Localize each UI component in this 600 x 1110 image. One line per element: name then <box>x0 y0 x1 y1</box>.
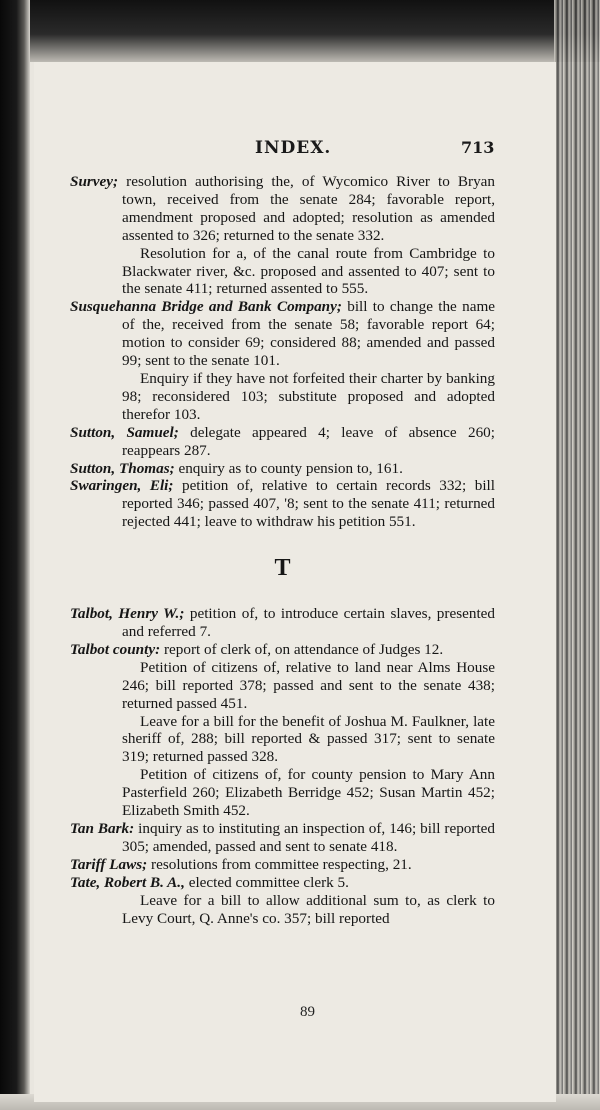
index-entry <box>70 460 495 478</box>
page-number: 713 <box>461 138 495 157</box>
entry-text: report of clerk of, on attendance of Judges 12. <box>160 640 444 658</box>
index-subentry: Petition of citizens of, relative to land near Alms House 246; bill reported 378; passed and sent to the senate 438; returned passed 451. <box>122 658 495 712</box>
page-title: INDEX. <box>255 138 332 158</box>
entry-heading: Sutton, Thomas; <box>70 459 175 477</box>
entry-text: petition of, to introduce certain slaves, presented and referred 7. <box>122 605 496 641</box>
index-entry <box>70 605 495 641</box>
index-entry <box>70 298 495 370</box>
scan-left-edge <box>0 0 30 1110</box>
running-header <box>0 138 600 160</box>
entry-text: enquiry as to county pension to, 161. <box>174 459 403 477</box>
entry-text: resolutions from committee respecting, 21. <box>147 855 412 873</box>
index-subentry: Resolution for a, of the canal route from Cambridge to Blackwater river, &c. proposed and assented to 407; sent to the senate 411; returned assented to 555. <box>122 244 495 298</box>
entry-text: delegate appeared 4; leave of absence 260; reappears 287. <box>122 423 495 459</box>
index-entry <box>70 820 495 856</box>
entry-heading: Talbot, Henry W.; <box>70 605 185 623</box>
index-entry <box>70 477 495 531</box>
entry-heading: Tariff Laws; <box>70 855 148 873</box>
signature-mark: 89 <box>300 1004 315 1020</box>
entry-text: petition of, relative to certain records 332; bill reported 346; passed 407, '8; sent to the senate 411; returned rejected 441; leave to withdraw his petition 551. <box>122 477 495 531</box>
entry-text: elected committee clerk 5. <box>184 873 349 891</box>
entry-heading: Talbot county: <box>70 640 161 658</box>
entry-heading: Swaringen, Eli; <box>70 477 174 495</box>
index-body <box>70 173 495 927</box>
entry-heading: Tate, Robert B. A., <box>70 873 185 891</box>
entry-heading: Tan Bark: <box>70 820 135 837</box>
index-entry <box>70 641 495 659</box>
index-section-t <box>70 605 495 927</box>
entry-text: resolution authorising the, of Wycomico River to Bryan town, received from the senate 284; favorable report, amendment proposed and adopted; resolution as amended assented to 326; returned to the senate 332. <box>118 173 495 244</box>
entry-heading: Sutton, Samuel; <box>70 423 179 441</box>
scan-right-edge <box>554 0 600 1110</box>
index-entry <box>70 856 495 874</box>
entry-text: inquiry as to instituting an inspection of, 146; bill reported 305; amended, passed and sent to senate 418. <box>122 820 496 855</box>
index-subentry: Petition of citizens of, for county pension to Mary Ann Pasterfield 260; Elizabeth Berridge 452; Susan Martin 452; Elizabeth Smith 452. <box>122 766 495 820</box>
index-entry <box>70 874 495 892</box>
index-subentry: Leave for a bill to allow additional sum to, as clerk to Levy Court, Q. Anne's co. 357; bill reported <box>122 891 495 927</box>
section-letter: T <box>274 555 291 582</box>
index-entry <box>70 424 495 460</box>
index-entry <box>70 173 495 245</box>
index-section-s <box>70 173 495 531</box>
entry-heading: Survey; <box>70 173 119 190</box>
entry-heading: Susquehanna Bridge and Bank Company; <box>70 298 342 316</box>
scan-top-edge <box>0 0 600 62</box>
entry-text: bill to change the name of the, received from the senate 58; favorable report 64; motion to consider 69; considered 88; amended and passed 99; sent to the senate 101. <box>122 298 495 370</box>
index-subentry: Leave for a bill for the benefit of Joshua M. Faulkner, late sheriff of, 288; bill reported & passed 317; sent to senate 319; returned passed 328. <box>122 712 495 766</box>
index-subentry: Enquiry if they have not forfeited their charter by banking 98; reconsidered 103; substitute proposed and adopted therefor 103. <box>122 369 495 423</box>
